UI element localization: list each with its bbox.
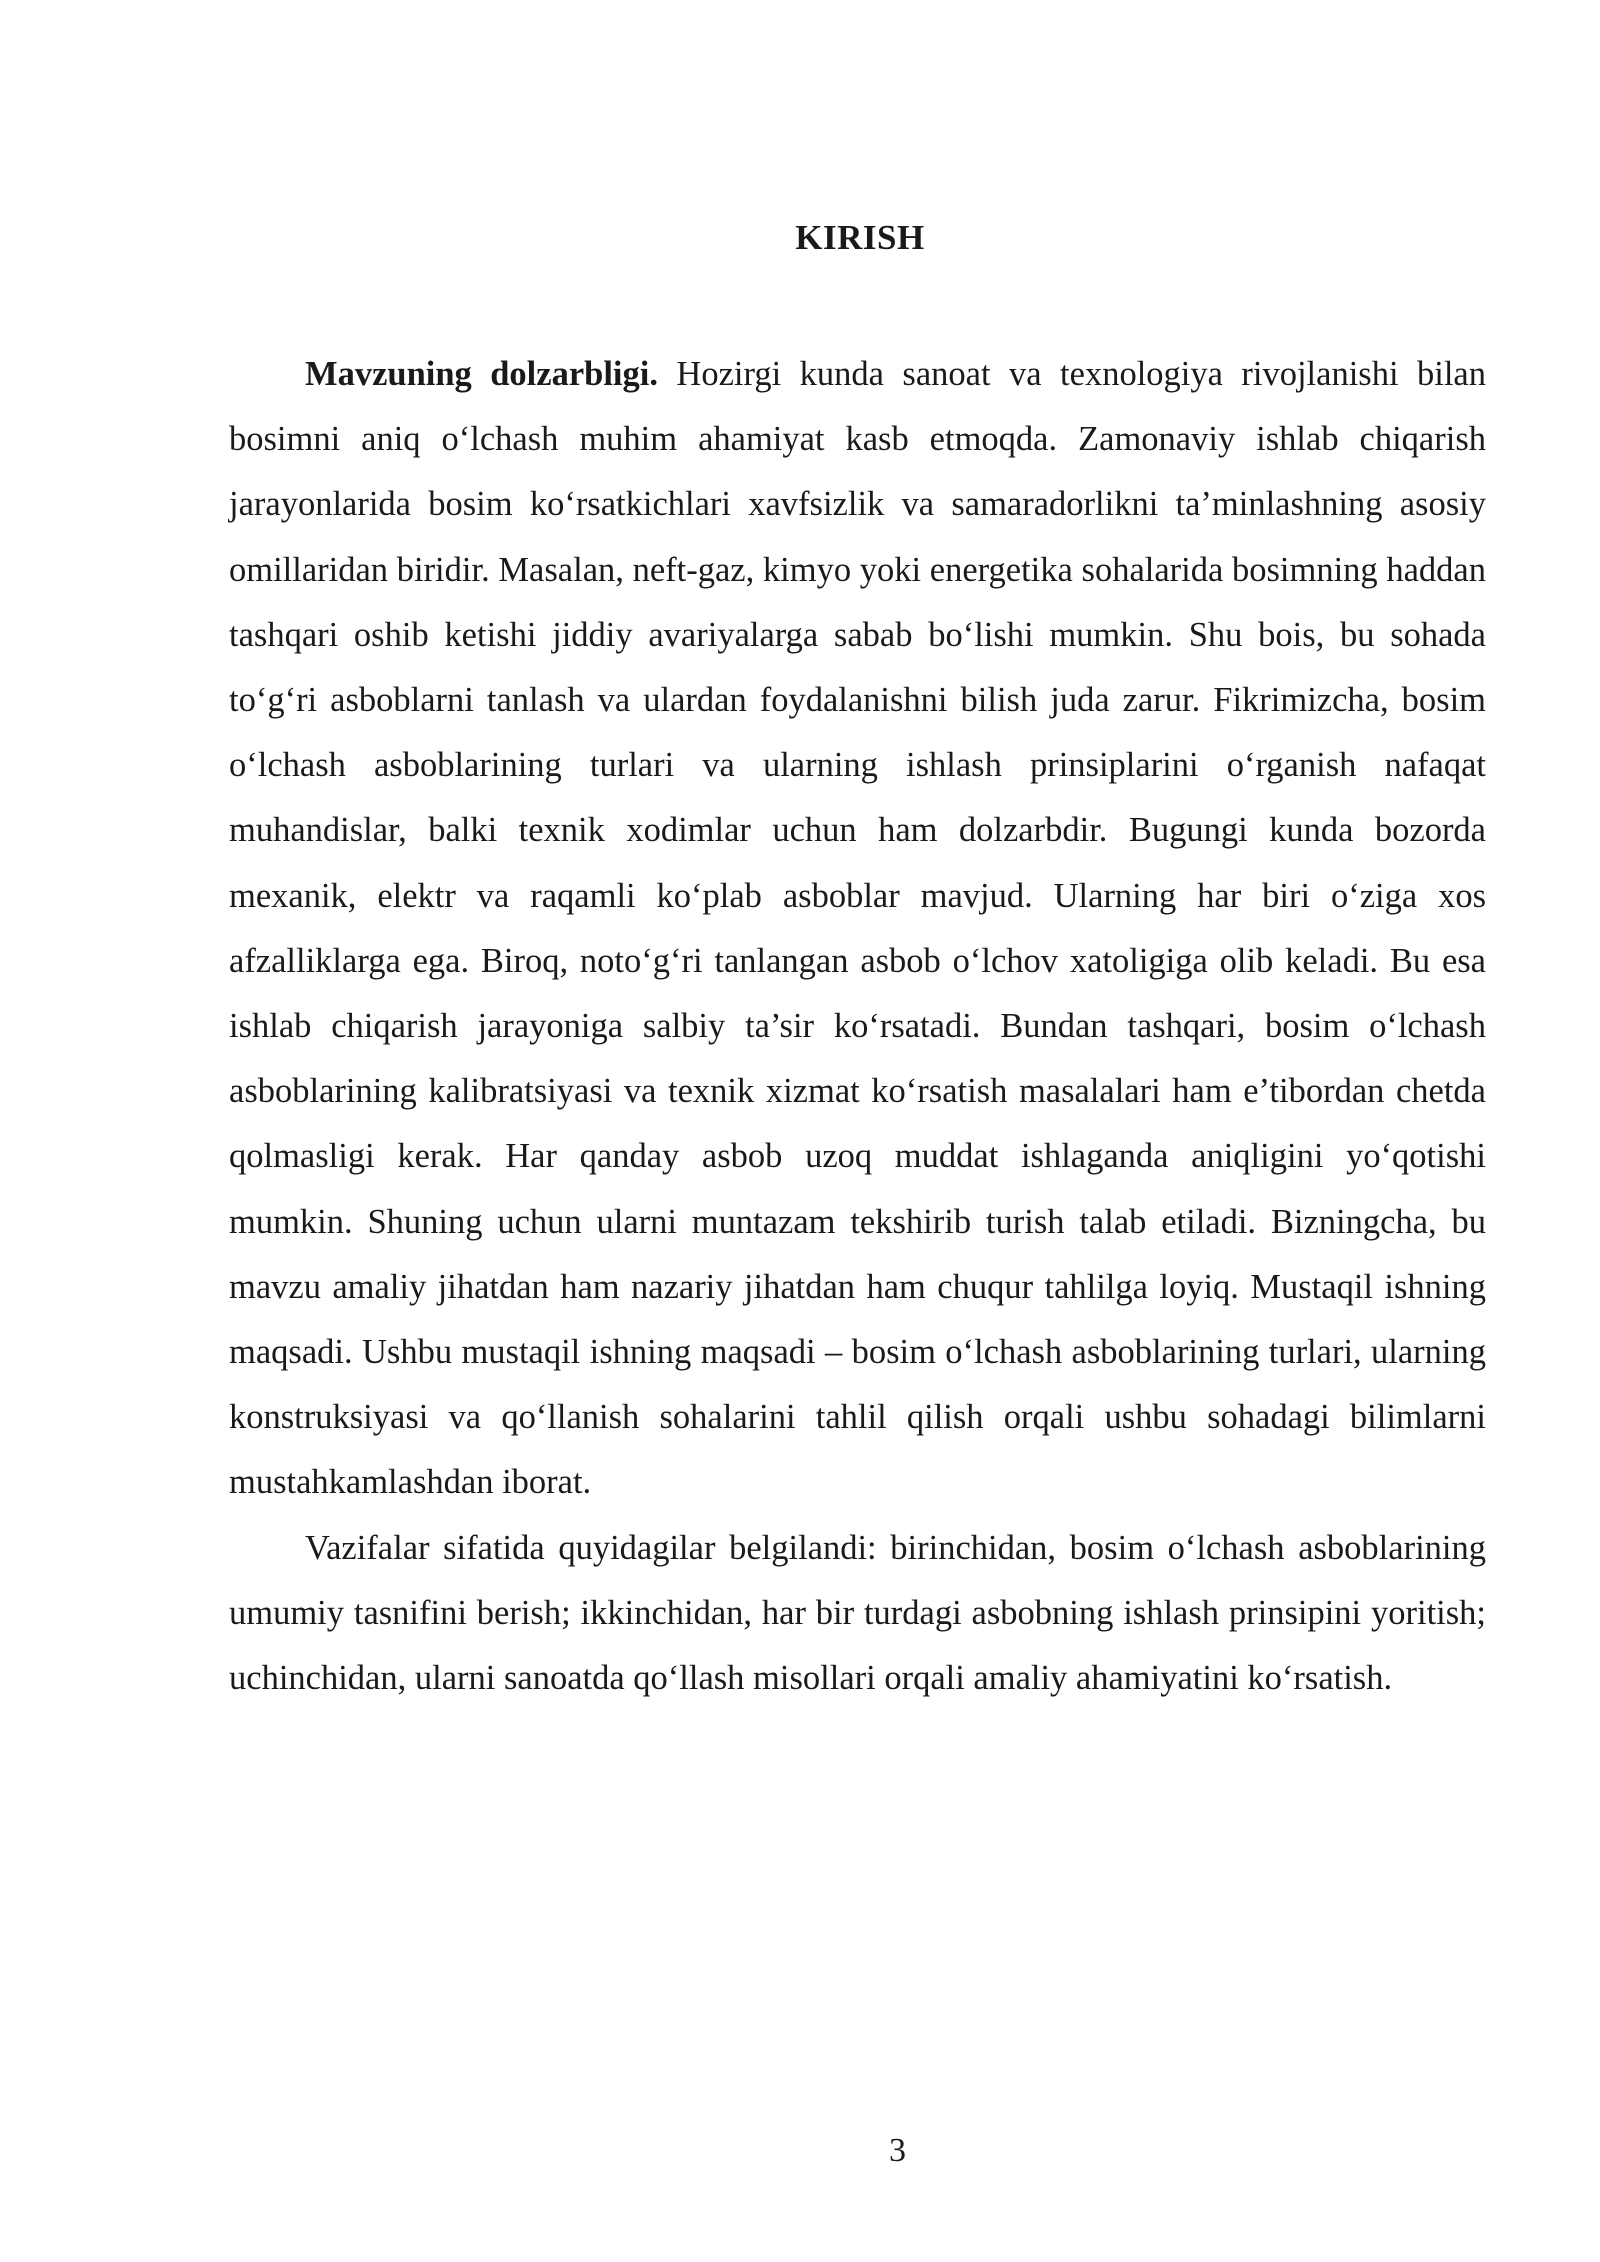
section-heading: KIRISH [795,218,925,257]
paragraph-relevance [229,342,1486,1516]
body-text [229,342,1486,1711]
paragraph-text: Hozirgi kunda sanoat va texnologiya rivojlanishi bilan bosimni aniq o‘lchash muhim ahamiyat kasb etmoqda. Zamonaviy ishlab chiqarish jarayonlarida bosim ko‘rsatkichlari xavfsizlik va samaradorlikni ta’minlashning asosiy omillaridan biridir. Masalan, neft-gaz, kimyo yoki energetika sohalarida bosimning haddan tashqari oshib ketishi jiddiy avariyalarga sabab bo‘lishi mumkin. Shu bois, bu sohada to‘g‘ri asboblarni tanlash va ulardan foydalanishni bilish juda zarur. Fikrimizcha, bosim o‘lchash asboblarining turlari va ularning ishlash prinsiplarini o‘rganish nafaqat muhandislar, balki texnik xodimlar uchun ham dolzarbdir. Bugungi kunda bozorda mexanik, elektr va raqamli ko‘plab asboblar mavjud. Ularning har biri o‘ziga xos afzalliklarga ega. Biroq, noto‘g‘ri tanlangan asbob o‘lchov xatoligiga olib keladi. Bu esa ishlab chiqarish jarayoniga salbiy ta’sir ko‘rsatadi. Bundan tashqari, bosim o‘lchash asboblarining kalibratsiyasi va texnik xizmat ko‘rsatish masalalari ham e’tibordan chetda qolmasligi kerak. Har qanday asbob uzoq muddat ishlaganda aniqligini yo‘qotishi mumkin. Shuning uchun ularni muntazam tekshirib turish talab etiladi. Bizningcha, bu mavzu amaliy jihatdan ham nazariy jihatdan ham chuqur tahlilga loyiq. Mustaqil ishning maqsadi. Ushbu mustaqil ishning maqsadi – bosim o‘lchash asboblarining turlari, ularning konstruksiyasi va qo‘llanish sohalarini tahlil qilish orqali ushbu sohadagi bilimlarni mustahkamlashdan iborat. [229,355,1486,1502]
page-number: 3 [889,2132,906,2169]
paragraph-lead: Mavzuning dolzarbligi. [305,355,658,393]
paragraph-text: Vazifalar sifatida quyidagilar belgilandi: birinchidan, bosim o‘lchash asboblarining umumiy tasnifini berish; ikkinchidan, har bir turdagi asbobning ishlash prinsipini yoritish; uchinchidan, ularni sanoatda qo‘llash misollari orqali amaliy ahamiyatini ko‘rsatish. [229,1528,1486,1698]
paragraph-tasks [229,1516,1486,1712]
